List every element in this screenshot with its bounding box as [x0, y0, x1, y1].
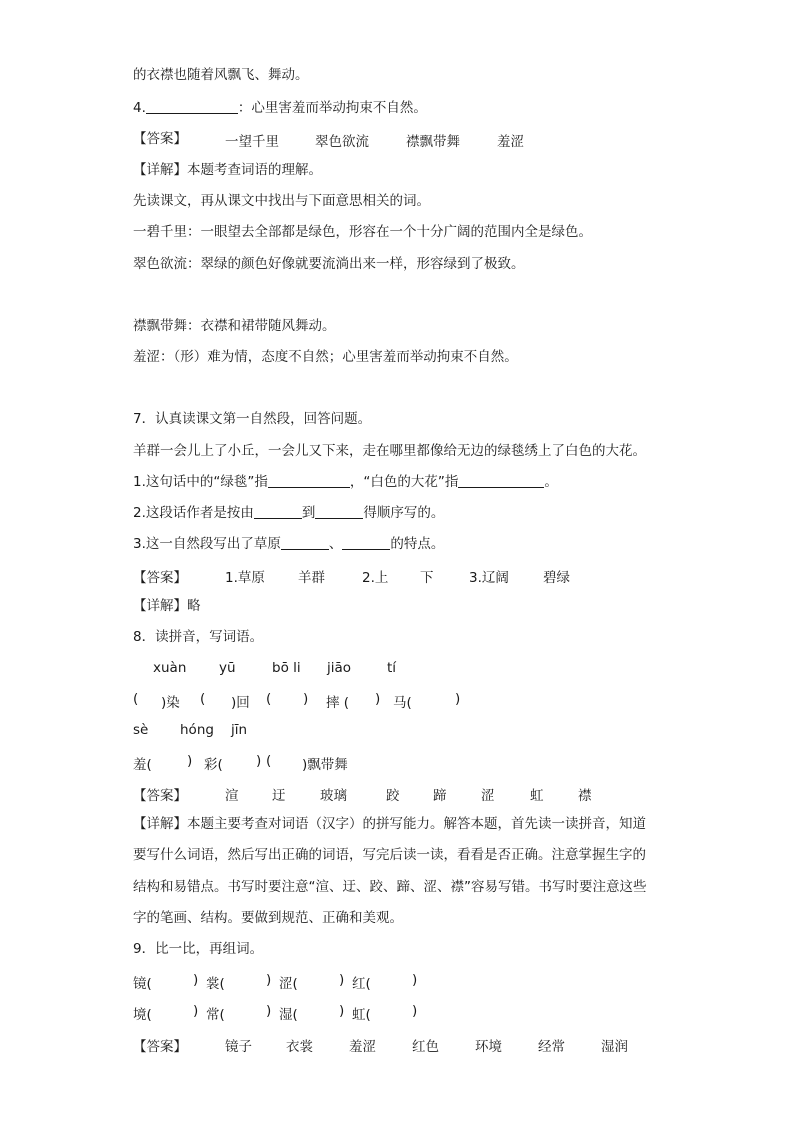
detail-text: 本题主要考查对词语（汉字）的拼写能力。解答本题，首先读一读拼音，知道: [187, 816, 646, 832]
answer-item: 翠色欲流: [315, 134, 369, 150]
blank-paren: 红(: [352, 976, 371, 992]
blank-paren: 境(: [133, 1007, 152, 1023]
blank-paren: ): [256, 753, 262, 769]
answer-item: 一望千里: [225, 134, 279, 150]
detail-tag: 【详解】: [133, 598, 187, 614]
text-line: 先读课文，再从课文中找出与下面意思相关的词。: [133, 193, 430, 209]
answer-item: 羊群: [298, 570, 325, 586]
answer-item: 襟: [578, 788, 592, 804]
question-text: 2.这段话作者是按由: [133, 505, 254, 521]
question-text: 得顺序写的。: [363, 505, 445, 521]
answer-item: 下: [420, 570, 434, 586]
question-9: 9．比一比，再组词。: [133, 941, 264, 957]
blank-paren: )回: [231, 695, 250, 711]
blank-paren: 镜(: [133, 976, 152, 992]
blank-paren: (: [200, 691, 206, 707]
blank-paren: 马(: [393, 695, 412, 711]
detail-line: 要写什么词语，然后写出正确的词语，写完后读一读，看看是否正确。注意掌握生字的: [133, 847, 646, 863]
blank-paren: 虹(: [352, 1007, 371, 1023]
blank-paren: ): [455, 691, 461, 707]
answer-item: 虹: [530, 788, 544, 804]
answer-blank: [254, 504, 302, 519]
detail-line: 结构和易错点。书写时要注意“渲、迂、跤、蹄、涩、襟”容易写错。书写时要注意这些: [133, 879, 647, 895]
question-4: [133, 99, 427, 117]
text-line: 翠色欲流：翠绿的颜色好像就要流淌出来一样，形容绿到了极致。: [133, 256, 525, 272]
pinyin: yū: [219, 660, 236, 676]
text-line: 羊群一会儿上了小丘，一会儿又下来，走在哪里都像给无边的绿毯绣上了白色的大花。: [133, 443, 646, 459]
blank-paren: ): [412, 1003, 418, 1019]
blank-paren: (: [266, 753, 272, 769]
answer-item: 羞涩: [349, 1039, 376, 1055]
blank-paren: 常(: [206, 1007, 225, 1023]
answer-tag: 【答案】: [133, 570, 187, 586]
pinyin: tí: [387, 660, 397, 676]
question-8: 8．读拼音，写词语。: [133, 629, 264, 645]
blank-paren: ): [303, 691, 309, 707]
pinyin: xuàn: [153, 660, 187, 676]
blank-paren: 摔 (: [326, 695, 350, 711]
blank-paren: 彩(: [204, 757, 223, 773]
question-text: 到: [301, 505, 316, 521]
blank-paren: ): [412, 972, 418, 988]
detail-tag: 【详解】: [133, 162, 187, 178]
pinyin: hóng: [180, 722, 214, 738]
question-text: ，“白色的大花”指: [349, 474, 459, 490]
blank-paren: 裳(: [206, 976, 225, 992]
blank-paren: 羞(: [133, 757, 152, 773]
text-line: 襟飘带舞：衣襟和裙带随风舞动。: [133, 318, 336, 334]
question-7: 7．认真读课文第一自然段，回答问题。: [133, 411, 372, 427]
answer-item: 玻璃: [320, 788, 347, 804]
answer-item: 红色: [412, 1039, 439, 1055]
answer-item: 湿润: [601, 1039, 628, 1055]
answer-blank: [146, 99, 238, 114]
answer-item: 环境: [475, 1039, 502, 1055]
blank-paren: 涩(: [279, 976, 298, 992]
answer-tag: 【答案】: [133, 1039, 187, 1055]
detail-text: 本题考查词语的理解。: [187, 162, 322, 178]
answer-item: 涩: [481, 788, 495, 804]
pinyin: bō li: [272, 660, 301, 676]
answer-item: 羞涩: [497, 134, 524, 150]
answer-item: 迂: [272, 788, 286, 804]
question-7-2: [133, 504, 444, 522]
detail-line: [133, 161, 322, 179]
answer-item: 镜子: [225, 1039, 252, 1055]
text-line: 的衣襟也随着风飘飞、舞动。: [133, 67, 309, 83]
blank-paren: ): [339, 1003, 345, 1019]
pinyin: jiāo: [327, 660, 352, 676]
answer-row: [133, 130, 187, 148]
answer-blank: [342, 535, 390, 550]
question-number: 4.: [133, 100, 146, 116]
question-7-1: [133, 473, 558, 491]
answer-blank: [281, 535, 329, 550]
answer-blank: [458, 473, 544, 488]
question-text: 1.这句话中的“绿毯”指: [133, 474, 268, 490]
blank-paren: )染: [161, 695, 180, 711]
pinyin: sè: [133, 722, 149, 738]
answer-item: 2.上: [362, 570, 389, 586]
blank-paren: ): [193, 1003, 199, 1019]
blank-paren: ): [266, 1003, 272, 1019]
blank-paren: (: [133, 691, 139, 707]
blank-paren: (: [266, 691, 272, 707]
answer-item: 衣裳: [286, 1039, 313, 1055]
answer-item: 渲: [225, 788, 239, 804]
question-text: 的特点。: [390, 536, 445, 552]
detail-line: 字的笔画、结构。要做到规范、正确和美观。: [133, 910, 403, 926]
detail-line: [133, 597, 201, 615]
blank-paren: ): [339, 972, 345, 988]
blank-paren: ): [193, 972, 199, 988]
text-line: 羞涩：（形）难为情，态度不自然；心里害羞而举动拘束不自然。: [133, 349, 518, 365]
detail-tag: 【详解】: [133, 816, 187, 832]
answer-item: 襟飘带舞: [406, 134, 460, 150]
question-text: ：心里害羞而举动拘束不自然。: [237, 100, 427, 116]
answer-blank: [268, 473, 350, 488]
question-text: 。: [544, 474, 558, 490]
answer-item: 3.辽阔: [469, 570, 509, 586]
text-line: 一碧千里：一眼望去全部都是绿色，形容在一个十分广阔的范围内全是绿色。: [133, 224, 592, 240]
answer-item: 碧绿: [543, 570, 570, 586]
blank-paren: 湿(: [279, 1007, 298, 1023]
question-text: 3.这一自然段写出了草原: [133, 536, 281, 552]
blank-paren: )飘带舞: [302, 757, 348, 773]
answer-item: 1.草原: [225, 570, 265, 586]
detail-line: [133, 815, 646, 833]
question-text: 、: [328, 536, 343, 552]
answer-item: 经常: [538, 1039, 565, 1055]
answer-tag: 【答案】: [133, 131, 187, 147]
detail-text: 略: [187, 598, 201, 614]
answer-item: 蹄: [433, 788, 447, 804]
blank-paren: ): [187, 753, 193, 769]
question-7-3: [133, 535, 444, 553]
blank-paren: ): [375, 691, 381, 707]
pinyin: jīn: [231, 722, 248, 738]
answer-item: 跤: [386, 788, 400, 804]
answer-tag: 【答案】: [133, 788, 187, 804]
blank-paren: ): [266, 972, 272, 988]
answer-blank: [315, 504, 363, 519]
